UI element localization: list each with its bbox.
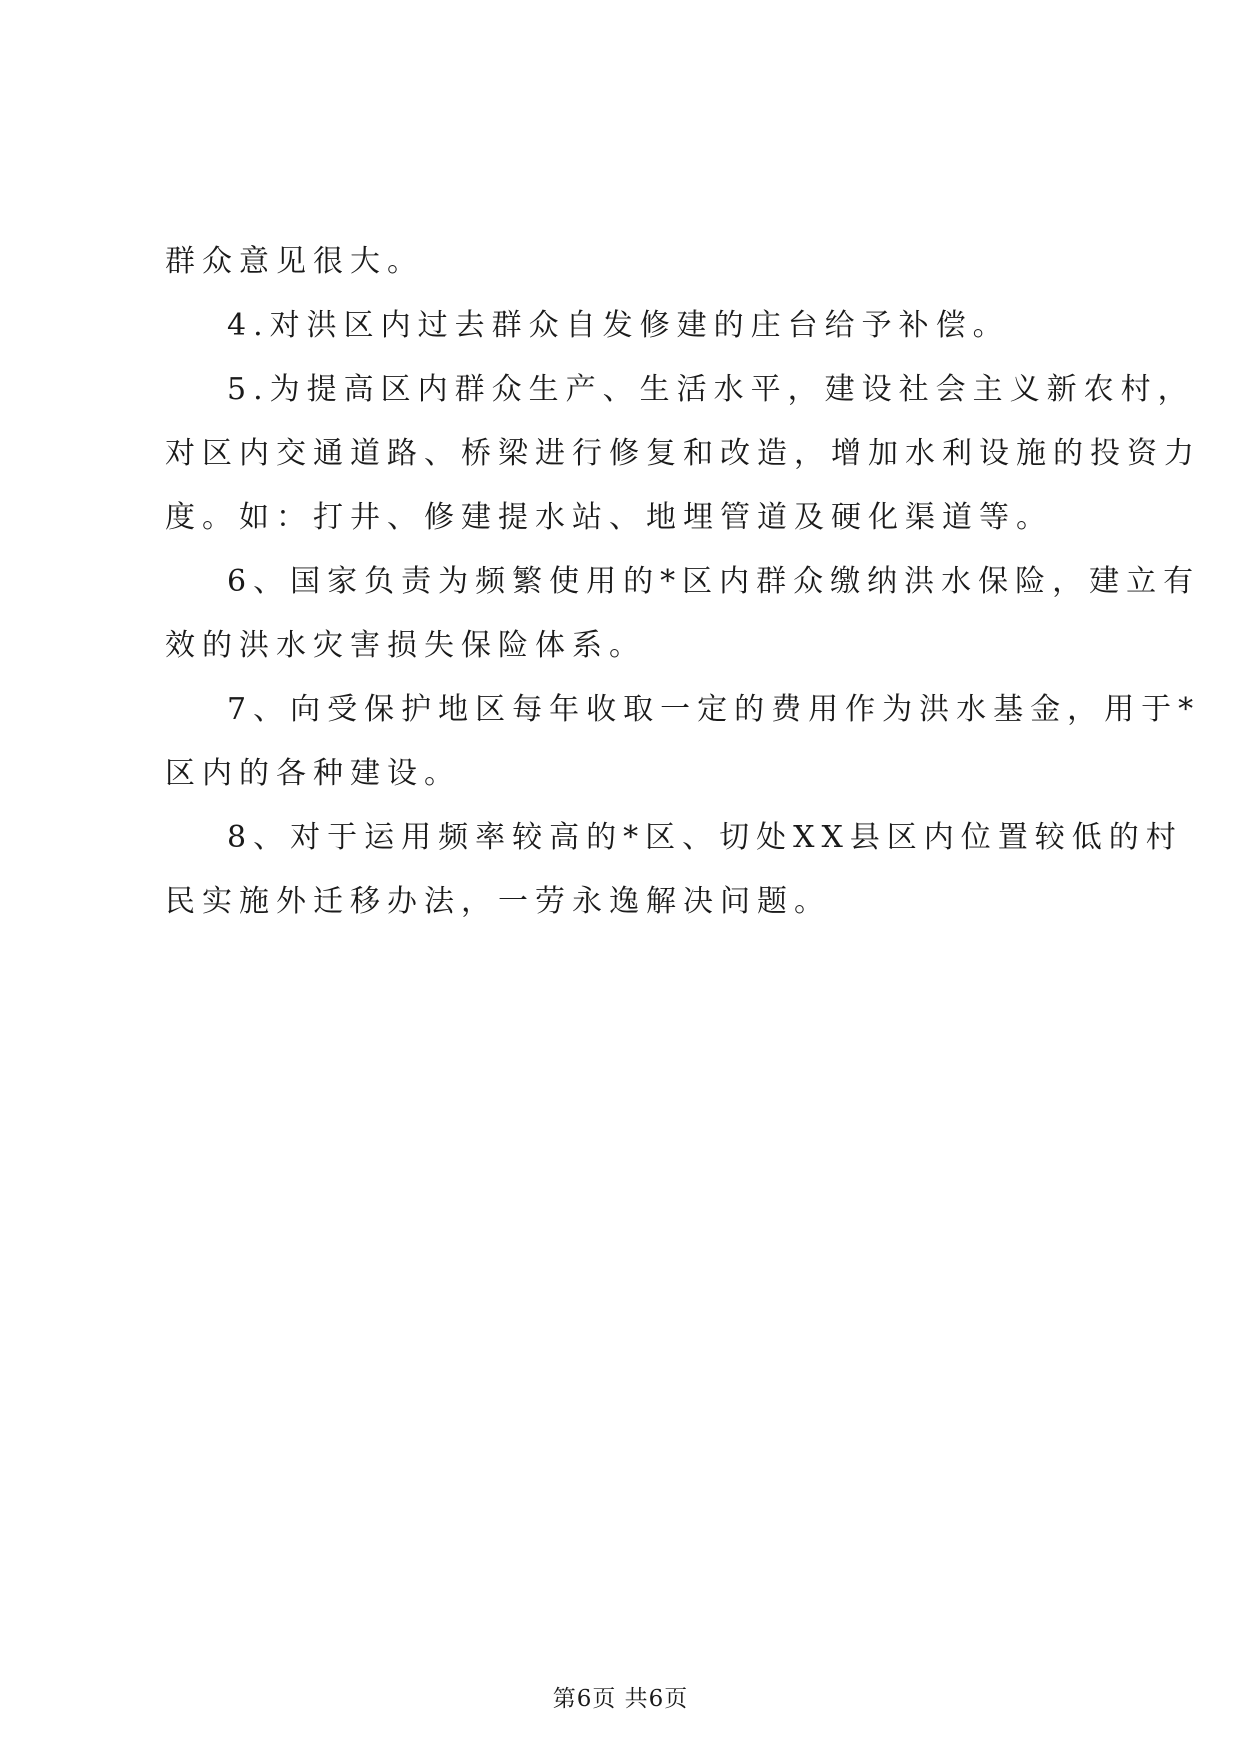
paragraph-line: 群众意见很大。: [165, 244, 424, 279]
page-number-footer: 第6页 共6页: [552, 1686, 689, 1712]
paragraph-line: 5.为提高区内群众生产、生活水平，建设社会主义新农村，: [227, 372, 1195, 407]
paragraph-line: 6、国家负责为频繁使用的*区内群众缴纳洪水保险，建立有: [227, 564, 1201, 599]
paragraph-line: 8、对于运用频率较高的*区、切处XX县区内位置较低的村: [227, 820, 1183, 855]
paragraph-line: 效的洪水灾害损失保险体系。: [165, 628, 646, 663]
paragraph-line: 区内的各种建设。: [165, 756, 461, 791]
paragraph-line: 度。如：打井、修建提水站、地埋管道及硬化渠道等。: [165, 500, 1053, 535]
document-body: [165, 230, 1201, 934]
paragraph-line: 4.对洪区内过去群众自发修建的庄台给予补偿。: [227, 308, 1010, 343]
paragraph-line: 7、向受保护地区每年收取一定的费用作为洪水基金，用于*: [227, 692, 1201, 727]
paragraph-line: 对区内交通道路、桥梁进行修复和改造，增加水利设施的投资力: [165, 436, 1201, 471]
paragraph-line: 民实施外迁移办法，一劳永逸解决问题。: [165, 884, 831, 919]
